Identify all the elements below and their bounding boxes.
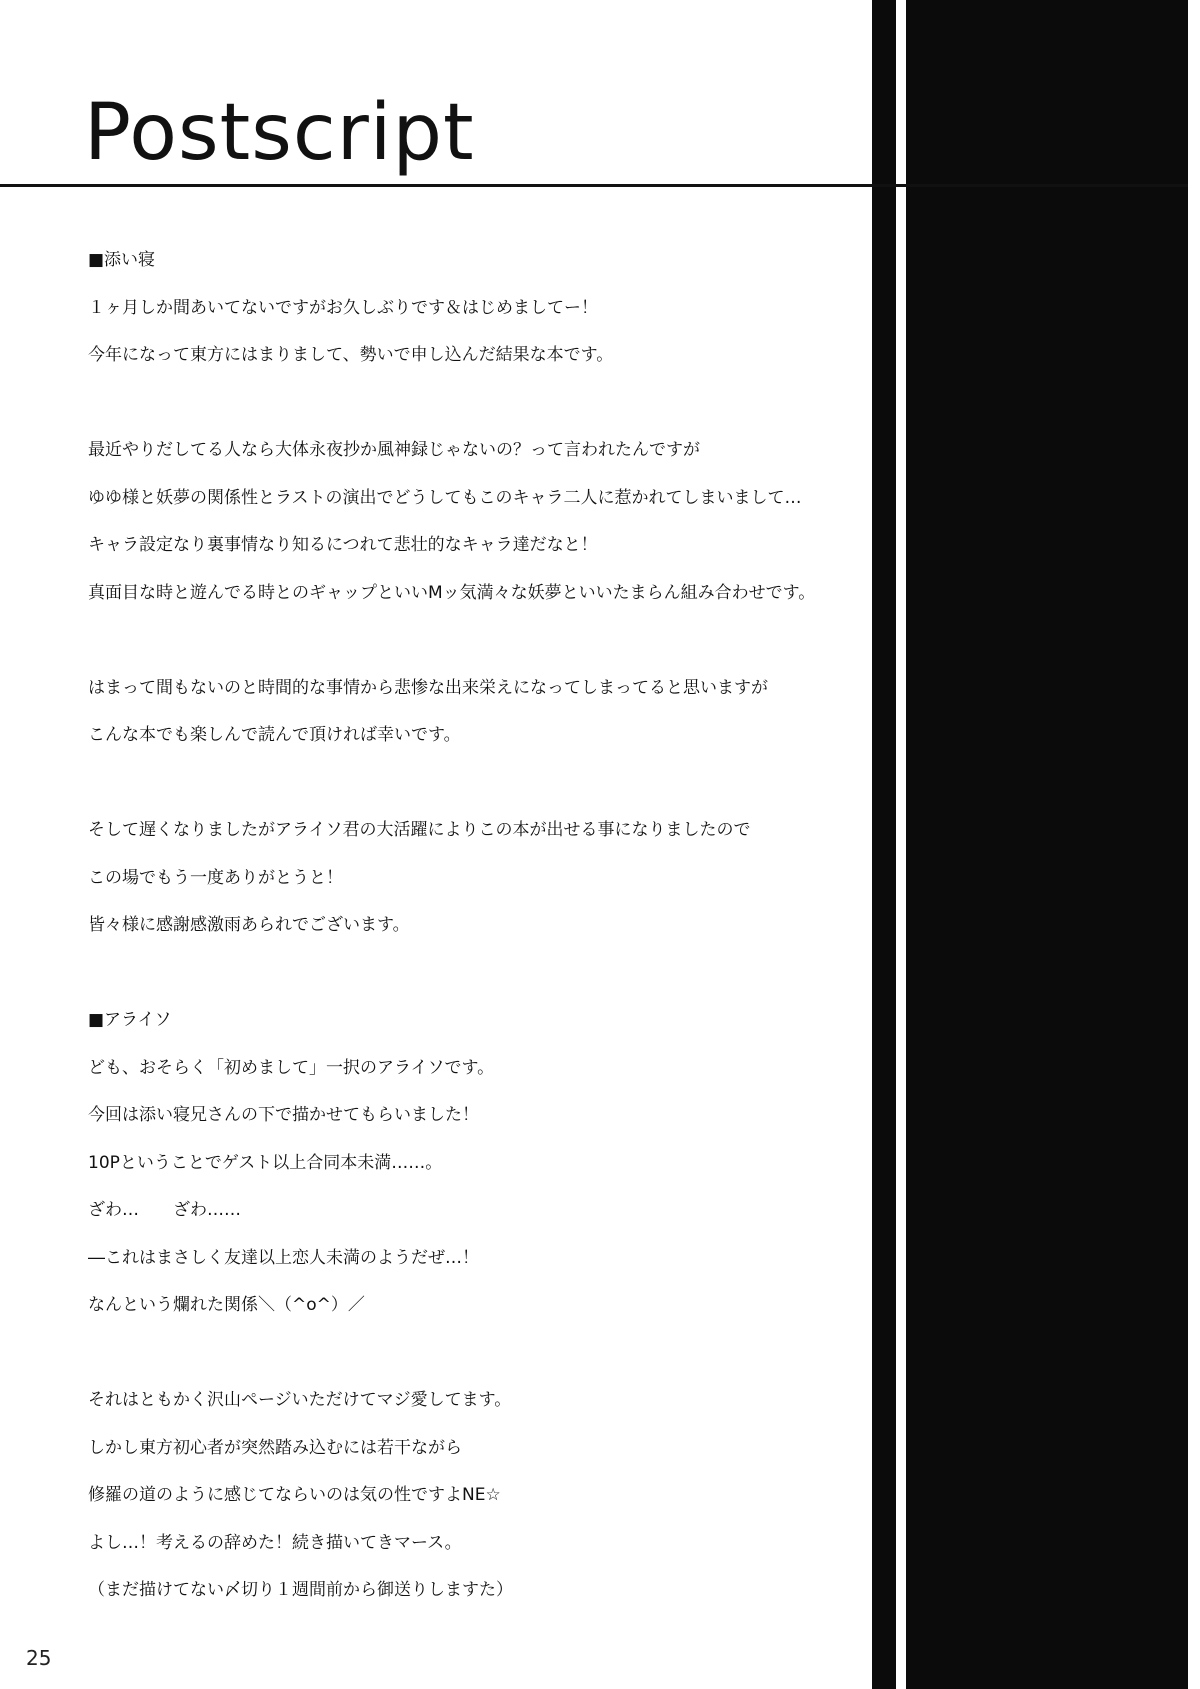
blank-line xyxy=(88,1341,868,1365)
text-line: 10Pということでゲスト以上合同本未満……。 xyxy=(88,1152,443,1173)
text-line: しかし東方初心者が突然踏み込むには若干ながら xyxy=(88,1437,462,1458)
text-line: （まだ描けてない〆切り１週間前から御送りしますた） xyxy=(88,1580,513,1600)
blank-line xyxy=(88,771,868,795)
page-number: 25 xyxy=(26,1646,52,1670)
title-divider xyxy=(0,184,1188,187)
postscript-body xyxy=(88,248,868,1626)
text-line: 皆々様に感謝感激雨あられでございます。 xyxy=(88,915,410,935)
text-line: キャラ設定なり裏事情なり知るにつれて悲壮的なキャラ達だなと！ xyxy=(88,535,598,555)
text-line: それはともかく沢山ページいただけてマジ愛してます。 xyxy=(88,1390,512,1410)
text-line: なんという爛れた関係＼（^o^）／ xyxy=(88,1295,365,1315)
blank-line xyxy=(88,628,868,652)
text-line: 今年になって東方にはまりまして、勢いで申し込んだ結果な本です。 xyxy=(88,345,614,365)
section-heading-araiso: ■アライソ xyxy=(88,1010,172,1030)
text-line: こんな本でも楽しんで読んで頂ければ幸いです。 xyxy=(88,725,461,745)
page-title: Postscript xyxy=(84,88,475,178)
text-line: この場でもう一度ありがとうと！ xyxy=(88,867,343,888)
text-line: ども、おそらく「初めまして」一択のアライソです。 xyxy=(88,1057,495,1078)
text-line: 最近やりだしてる人なら大体永夜抄か風神録じゃないの？って言われたんですが xyxy=(88,440,700,460)
decorative-bar-edge xyxy=(1188,0,1200,1689)
blank-line xyxy=(88,961,868,985)
text-line: ―これはまさしく友達以上恋人未満のようだぜ…！ xyxy=(88,1247,479,1268)
text-line: １ヶ月しか間あいてないですがお久しぶりです＆はじめましてー！ xyxy=(88,297,598,318)
text-line: ざわ… ざわ…… xyxy=(88,1200,241,1220)
section-heading-soine: ■添い寝 xyxy=(88,250,156,270)
decorative-bar-gap xyxy=(896,0,906,1689)
text-line: 今回は添い寝兄さんの下で描かせてもらいました！ xyxy=(88,1105,479,1125)
decorative-bar-thin xyxy=(872,0,896,1689)
text-line: はまって間もないのと時間的な事情から悲惨な出来栄えになってしまってると思いますが xyxy=(88,677,768,698)
blank-line xyxy=(88,391,868,415)
text-line: ゆゆ様と妖夢の関係性とラストの演出でどうしてもこのキャラ二人に惹かれてしまいまして… xyxy=(88,487,802,508)
text-line: 修羅の道のように感じてならいのは気の性ですよNE☆ xyxy=(88,1485,501,1505)
text-line: そして遅くなりましたがアライソ君の大活躍によりこの本が出せる事になりましたので xyxy=(88,820,751,840)
decorative-bar-wide xyxy=(906,0,1200,1689)
text-line: よし…！考えるの辞めた！続き描いてきマース。 xyxy=(88,1532,462,1553)
text-line: 真面目な時と遊んでる時とのギャップといいMッ気満々な妖夢といいたまらん組み合わせです。 xyxy=(88,582,816,603)
